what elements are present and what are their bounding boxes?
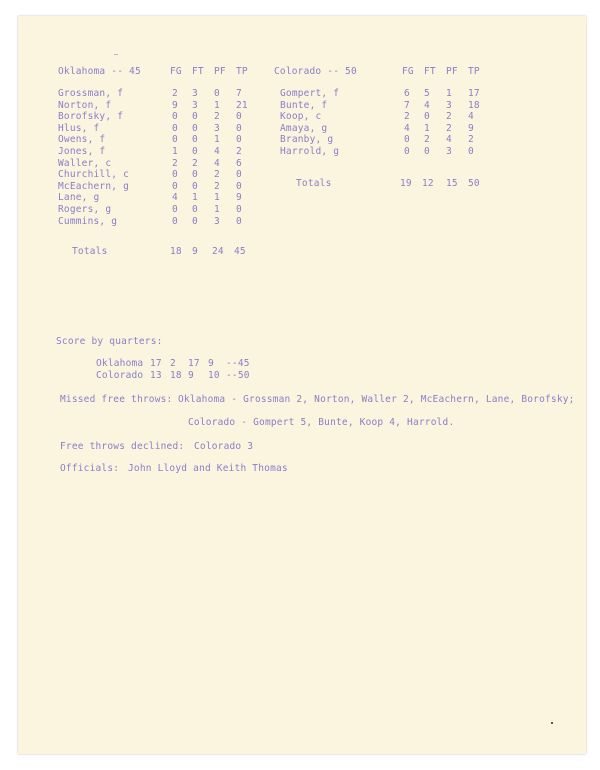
left-player-ft: 0: [192, 204, 198, 215]
left-player-pf: 1: [214, 192, 220, 204]
left-player-ft: 0: [192, 180, 198, 192]
left-player-pf: 4: [214, 146, 220, 157]
left-player-ft: 0: [192, 146, 198, 157]
right-totals-label: Totals: [296, 178, 332, 189]
right-player-ft: 5: [424, 88, 430, 99]
quarter-final: --50: [226, 370, 250, 381]
right-player-pf: 2: [446, 122, 452, 134]
right-player-tp: 17: [468, 88, 480, 99]
right-player-row: [18, 123, 586, 135]
right-player-row: [18, 146, 586, 158]
left-player-tp: 0: [236, 204, 242, 215]
left-player-fg: 2: [172, 88, 178, 99]
right-player-fg: 4: [404, 122, 410, 134]
right-player-name: Branby, g: [280, 134, 334, 146]
right-totals-pf: 15: [446, 178, 458, 189]
left-col-pf: PF: [214, 66, 226, 77]
left-player-fg: 1: [172, 146, 178, 157]
left-player-fg: 0: [172, 134, 178, 146]
right-player-row: [18, 88, 586, 100]
quarter-q4: 9: [208, 358, 214, 369]
left-player-tp: 0: [236, 122, 242, 134]
left-player-fg: 0: [172, 111, 178, 123]
right-player-fg: 6: [404, 88, 410, 99]
typed-page: [18, 16, 586, 754]
paper-mark: [114, 54, 118, 55]
left-col-fg: FG: [170, 66, 182, 77]
left-player-pf: 4: [214, 157, 220, 169]
left-player-fg: 9: [172, 99, 178, 111]
right-player-tp: 18: [468, 99, 480, 111]
right-player-name: Koop, c: [280, 111, 322, 123]
left-player-pf: 0: [214, 88, 220, 99]
left-player-ft: 1: [192, 192, 198, 204]
right-player-tp: 9: [468, 122, 474, 134]
left-player-name: Borofsky, f: [58, 111, 124, 123]
left-player-fg: 2: [172, 157, 178, 169]
left-player-name: Norton, f: [58, 99, 112, 111]
left-player-tp: 0: [236, 111, 242, 123]
quarter-q1: 13: [150, 370, 162, 381]
left-player-pf: 3: [214, 215, 220, 227]
left-player-pf: 2: [214, 111, 220, 123]
quarter-q4: 10: [208, 370, 220, 381]
left-player-ft: 0: [192, 122, 198, 134]
right-player-fg: 0: [404, 134, 410, 146]
left-player-name: Rogers, g: [58, 204, 112, 215]
left-player-tp: 9: [236, 192, 242, 204]
free-throws-declined-label: Free throws declined:: [60, 441, 185, 452]
right-player-row: [18, 111, 586, 123]
right-totals-tp: 50: [468, 178, 480, 189]
right-col-ft: FT: [424, 66, 436, 77]
right-team-header: Colorado -- 50: [274, 66, 357, 77]
right-player-pf: 4: [446, 134, 452, 146]
left-player-ft: 3: [192, 99, 198, 111]
left-col-ft: FT: [192, 66, 204, 77]
quarter-q3: 17: [188, 358, 200, 369]
quarter-q2: 2: [170, 358, 176, 369]
left-player-pf: 1: [214, 204, 220, 215]
left-player-tp: 7: [236, 88, 242, 99]
missed-free-throws-line1: Oklahoma - Grossman 2, Norton, Waller 2, McEachern, Lane, Borofsky;: [178, 394, 575, 405]
right-player-fg: 2: [404, 111, 410, 123]
left-player-pf: 1: [214, 99, 220, 111]
right-player-fg: 0: [404, 146, 410, 157]
right-player-fg: 7: [404, 99, 410, 111]
left-player-fg: 0: [172, 215, 178, 227]
quarter-q3: 9: [188, 370, 194, 381]
left-player-row: [18, 216, 586, 228]
right-player-pf: 1: [446, 88, 452, 99]
left-player-tp: 0: [236, 134, 242, 146]
left-player-pf: 2: [214, 169, 220, 181]
left-player-name: Waller, c: [58, 157, 112, 169]
left-col-tp: TP: [236, 66, 248, 77]
left-player-name: Cummins, g: [58, 215, 118, 227]
right-player-tp: 0: [468, 146, 474, 157]
left-player-ft: 0: [192, 111, 198, 123]
left-player-pf: 1: [214, 134, 220, 146]
right-col-pf: PF: [446, 66, 458, 77]
right-player-ft: 1: [424, 122, 430, 134]
right-player-pf: 2: [446, 111, 452, 123]
left-team-header: Oklahoma -- 45: [58, 66, 141, 77]
left-player-ft: 0: [192, 169, 198, 181]
left-player-fg: 0: [172, 204, 178, 215]
left-player-name: Churchill, c: [58, 169, 130, 181]
missed-free-throws-line2: Colorado - Gompert 5, Bunte, Koop 4, Harrold.: [188, 417, 455, 428]
left-totals-tp: 45: [234, 246, 246, 257]
left-player-tp: 0: [236, 180, 242, 192]
left-totals-ft: 9: [192, 246, 198, 257]
left-player-tp: 6: [236, 157, 242, 169]
quarter-final: --45: [226, 358, 250, 369]
right-player-name: Amaya, g: [280, 122, 328, 134]
quarter-row: [18, 358, 586, 370]
quarter-row: [18, 370, 586, 382]
free-throws-declined-value: Colorado 3: [194, 441, 254, 452]
right-totals-row: [18, 178, 586, 190]
left-player-fg: 4: [172, 192, 178, 204]
right-player-pf: 3: [446, 99, 452, 111]
right-player-name: Harrold, g: [280, 146, 340, 157]
paper-speck: [551, 722, 553, 724]
left-player-fg: 0: [172, 122, 178, 134]
left-player-name: Owens, f: [58, 134, 106, 146]
left-player-fg: 0: [172, 180, 178, 192]
right-player-ft: 2: [424, 134, 430, 146]
right-totals-ft: 12: [422, 178, 434, 189]
left-player-tp: 2: [236, 146, 242, 157]
left-player-name: Hlus, f: [58, 122, 100, 134]
right-player-tp: 2: [468, 134, 474, 146]
left-totals-fg: 18: [170, 246, 182, 257]
left-player-name: McEachern, g: [58, 180, 130, 192]
right-player-name: Gompert, f: [280, 88, 340, 99]
right-player-row: [18, 134, 586, 146]
right-player-name: Bunte, f: [280, 99, 328, 111]
officials-label: Officials:: [60, 463, 120, 474]
left-player-ft: 0: [192, 134, 198, 146]
officials-value: John Lloyd and Keith Thomas: [128, 463, 288, 474]
left-player-pf: 2: [214, 180, 220, 192]
quarter-q1: 17: [150, 358, 162, 369]
left-player-ft: 3: [192, 88, 198, 99]
missed-free-throws-label: Missed free throws:: [60, 394, 173, 405]
right-player-pf: 3: [446, 146, 452, 157]
left-player-row: [18, 204, 586, 216]
quarter-team: Colorado: [96, 370, 144, 381]
left-player-row: [18, 192, 586, 204]
right-col-tp: TP: [468, 66, 480, 77]
quarter-q2: 18: [170, 370, 182, 381]
left-totals-pf: 24: [212, 246, 224, 257]
left-player-fg: 0: [172, 169, 178, 181]
right-player-ft: 0: [424, 111, 430, 123]
right-player-ft: 4: [424, 99, 430, 111]
right-player-row: [18, 100, 586, 112]
left-player-tp: 21: [236, 99, 248, 111]
quarter-team: Oklahoma: [96, 358, 144, 369]
left-player-ft: 0: [192, 215, 198, 227]
left-player-pf: 3: [214, 122, 220, 134]
left-totals-label: Totals: [72, 246, 108, 257]
left-totals-row: [18, 246, 586, 258]
left-player-ft: 2: [192, 157, 198, 169]
right-totals-fg: 19: [400, 178, 412, 189]
left-player-tp: 0: [236, 215, 242, 227]
left-player-name: Grossman, f: [58, 88, 124, 99]
right-player-tp: 4: [468, 111, 474, 123]
right-player-ft: 0: [424, 146, 430, 157]
left-player-name: Jones, f: [58, 146, 106, 157]
score-by-quarters-label: Score by quarters:: [56, 336, 163, 347]
left-player-tp: 0: [236, 169, 242, 181]
right-col-fg: FG: [402, 66, 414, 77]
left-player-name: Lane, g: [58, 192, 100, 204]
left-player-row: [18, 158, 586, 170]
